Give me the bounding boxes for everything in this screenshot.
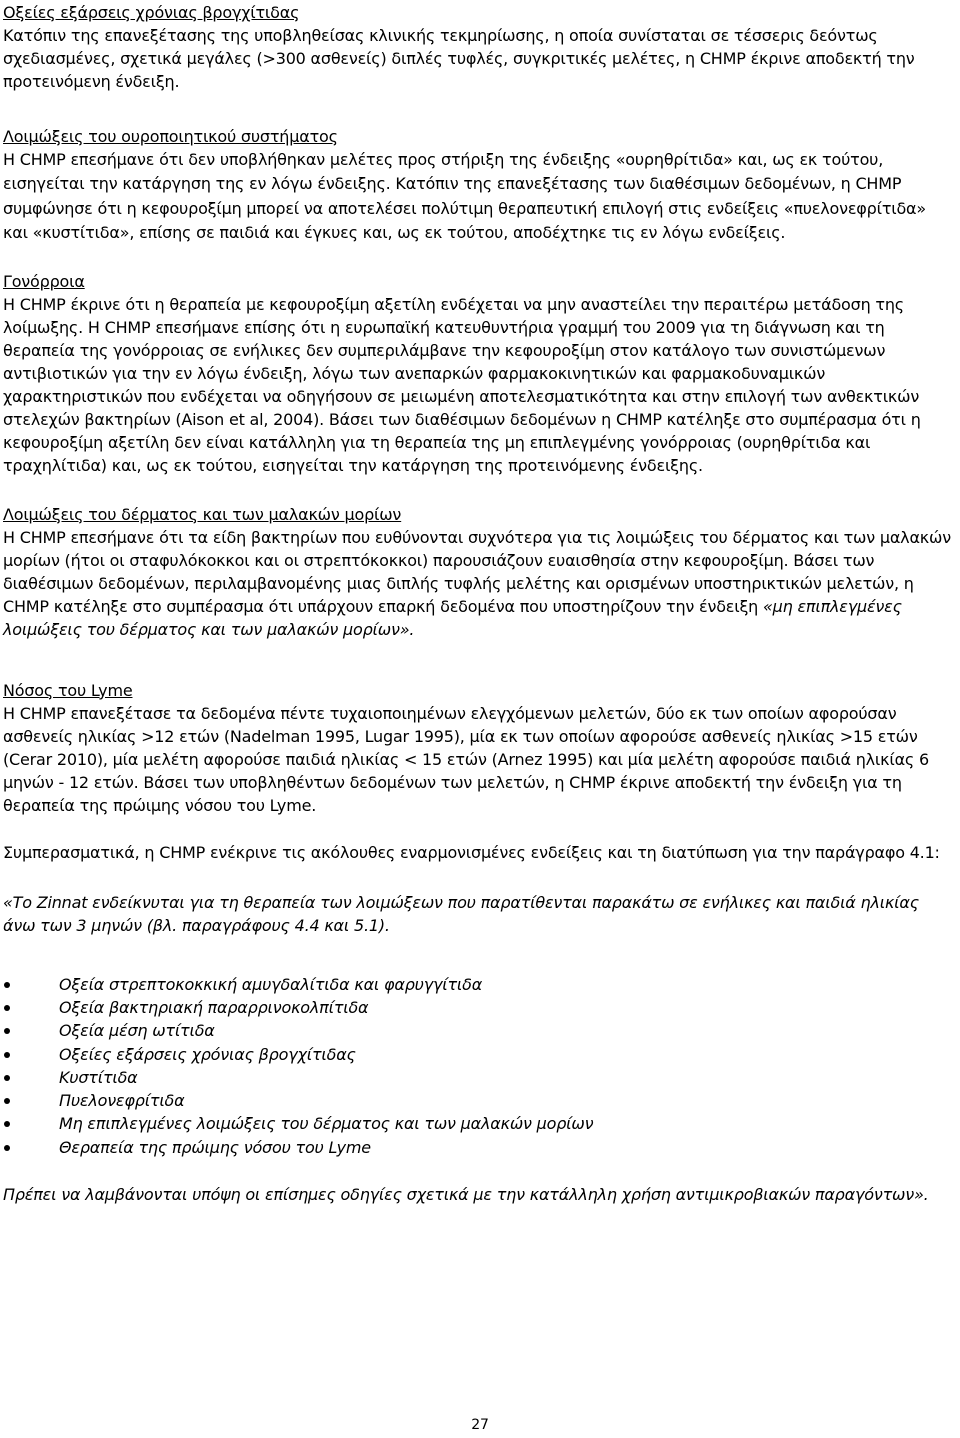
section-lyme xyxy=(3,679,953,817)
list-item: Οξεία βακτηριακή παραρρινοκολπίτιδα xyxy=(3,996,953,1019)
list-item: Οξεία στρεπτοκοκκική αμυγδαλίτιδα και φαρυγγίτιδα xyxy=(3,973,953,996)
section-bronchitis xyxy=(3,1,953,93)
section-urinary xyxy=(3,125,953,246)
section-paragraph: Η CHMP έκρινε ότι η θεραπεία με κεφουροξίμη αξετίλη ενδέχεται να μην αναστείλει την περαιτέρω μετάδοση της λοίμωξης. Η CHMP επεσήμανε επίσης ότι η ευρωπαϊκή κατευθυντήρια γραμμή του 2009 για τη διάγνωση και τη θεραπεία της γονόρροιας σε ενήλικες δεν συμπεριλάμβανε την κεφουροξίμη στον κατάλογο των συνιστώμενων αντιβιοτικών για την εν λόγω ένδειξη, λόγω των ανεπαρκών φαρμακοκινητικών και φαρμακοδυναμικών χαρακτηριστικών που ενδέχεται να οδηγήσουν σε μειωμένη αποτελεσματικότητα και στην επιλογή των ανθεκτικών στελεχών βακτηρίων (Aison et al, 2004). Βάσει των διαθέσιμων δεδομένων η CHMP κατέληξε στο συμπέρασμα ότι η κεφουροξίμη αξετίλη δεν είναι κατάλληλη για τη θεραπεία της μη επιπλεγμένης γονόρροιας (ουρηθρίτιδα και τραχηλίτιδα) και, ως εκ τούτου, εισηγείται την κατάργηση της προτεινόμενης ένδειξης. xyxy=(3,294,921,475)
section-skin xyxy=(3,503,953,641)
list-item: Πυελονεφρίτιδα xyxy=(3,1089,953,1112)
section-gonorrhoea xyxy=(3,270,953,477)
section-heading: Λοιμώξεις του δέρματος και των μαλακών μορίων xyxy=(3,504,402,524)
list-item: Μη επιπλεγμένες λοιμώξεις του δέρματος και των μαλακών μορίων xyxy=(3,1112,953,1135)
section-heading: Λοιμώξεις του ουροποιητικού συστήματος xyxy=(3,127,338,146)
section-paragraph: Κατόπιν της επανεξέτασης της υποβληθείσας κλινικής τεκμηρίωσης, η οποία συνίσταται σε τέσσερις δεόντως σχεδιασμένες, σχετικά μεγάλες (>300 ασθενείς) διπλές τυφλές, συγκριτικές μελέτες, η CHMP έκρινε αποδεκτή την προτεινόμενη ένδειξη. xyxy=(3,26,915,91)
list-item: Θεραπεία της πρώιμης νόσου του Lyme xyxy=(3,1136,953,1159)
list-item: Οξείες εξάρσεις χρόνιας βρογχίτιδας xyxy=(3,1043,953,1066)
list-item: Κυστίτιδα xyxy=(3,1066,953,1089)
paragraph-text: Η CHMP επεσήμανε ότι τα είδη βακτηρίων που ευθύνονται συχνότερα για τις λοιμώξεις του δέρματος και των μαλακών μορίων (ήτοι οι σταφυλόκοκκοι και οι στρεπτόκοκκοι) παρουσιάζουν ευαισθησία στην κεφουροξίμη. Βάσει των διαθέσιμων δεδομένων, περιλαμβανομένης μιας διπλής τυφλής μελέτης και ορισμένων υποστηρικτικών μελετών, η CHMP κατέληξε στο συμπέρασμα ότι υπάρχουν επαρκή δεδομένα που υποστηρίζουν την ένδειξη xyxy=(3,527,951,616)
conclusion-paragraph: Συμπερασματικά, η CHMP ενέκρινε τις ακόλουθες εναρμονισμένες ενδείξεις και τη διατύπωση για την παράγραφο 4.1: xyxy=(3,842,940,862)
list-item: Οξεία μέση ωτίτιδα xyxy=(3,1019,953,1042)
indication-intro: «Το Zinnat ενδείκνυται για τη θεραπεία των λοιμώξεων που παρατίθενται παρακάτω σε ενήλικες και παιδιά ηλικίας άνω των 3 μηνών (βλ. παραγράφους 4.4 και 5.1). xyxy=(3,892,919,935)
section-paragraph xyxy=(3,526,953,641)
page-number: 27 xyxy=(471,1417,489,1433)
indication-quote: «μη επιπλεγμένες λοιμώξεις του δέρματος και των μαλακών μορίων». xyxy=(3,596,902,639)
section-paragraph: Η CHMP επανεξέτασε τα δεδομένα πέντε τυχαιοποιημένων ελεγχόμενων μελετών, δύο εκ των οποίων αφορούσαν ασθενείς ηλικίας >12 ετών (Nadelman 1995, Lugar 1995), μία εκ των οποίων αφορούσε ασθενείς ηλικίας >15 ετών (Cerar 2010), μία μελέτη αφορούσε παιδιά ηλικίας < 15 ετών (Arnez 1995) και μία μελέτη αφορούσε παιδιά ηλικίας 6 μηνών - 12 ετών. Βάσει των υποβληθέντων δεδομένων των μελετών, η CHMP έκρινε αποδεκτή την ένδειξη για τη θεραπεία της πρώιμης νόσου του Lyme. xyxy=(3,703,929,815)
section-paragraph: Η CHMP επεσήμανε ότι δεν υποβλήθηκαν μελέτες προς στήριξη της ένδειξης «ουρηθρίτιδα» και, ως εκ τούτου, εισηγείται την κατάργηση της εν λόγω ένδειξης. Κατόπιν της επανεξέτασης των διαθέσιμων δεδομένων, η CHMP συμφώνησε ότι η κεφουροξίμη μπορεί να αποτελέσει πολύτιμη θεραπευτική επιλογή στις ενδείξεις «πυελονεφρίτιδα» και «κυστίτιδα», επίσης σε παιδιά και έγκυες και, ως εκ τούτου, αποδέχτηκε τις εν λόγω ενδείξεις. xyxy=(3,150,926,243)
indication-closing: Πρέπει να λαμβάνονται υπόψη οι επίσημες οδηγίες σχετικά με την κατάλληλη χρήση αντιμικροβιακών παραγόντων». xyxy=(3,1185,929,1204)
document-body xyxy=(3,1,953,1206)
indication-list xyxy=(3,973,953,1159)
section-heading: Νόσος του Lyme xyxy=(3,680,133,700)
section-heading: Οξείες εξάρσεις χρόνιας βρογχίτιδας xyxy=(3,3,300,22)
section-heading: Γονόρροια xyxy=(3,271,85,291)
